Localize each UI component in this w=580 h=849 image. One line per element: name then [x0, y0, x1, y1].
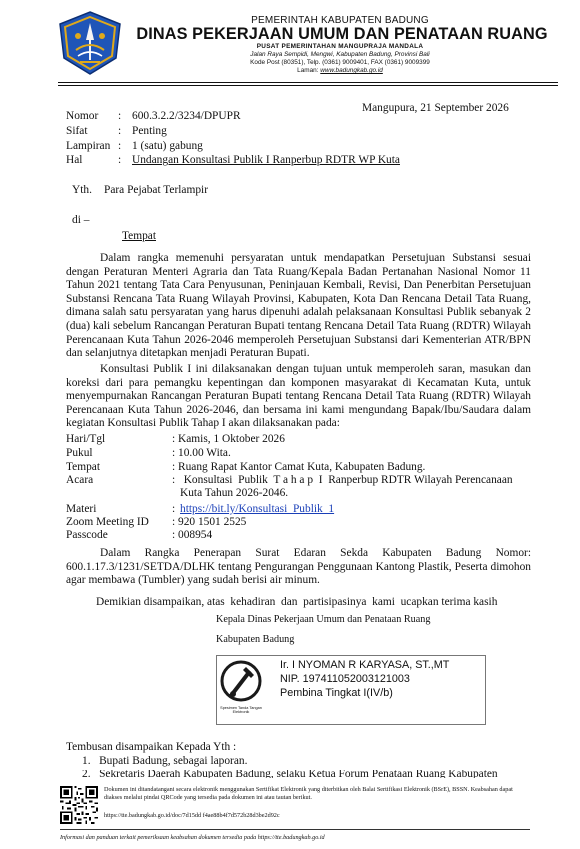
addressee-name: Para Pejabat Terlampir: [104, 184, 208, 196]
letterhead-divider-thin: [58, 85, 558, 86]
letterhead-address: Jalan Raya Sempidi, Mengwi, Kabupaten Badung, Provinsi Bali: [250, 51, 430, 58]
meta-colon: :: [118, 140, 122, 152]
meta-value-hal: Undangan Konsultasi Publik I Ranperbup RDTR WP Kuta: [132, 154, 400, 166]
signature-office: Kepala Dinas Pekerjaan Umum dan Penataan Ruang: [216, 614, 431, 625]
signatory-nip: NIP. 197411052003121003: [280, 673, 410, 685]
schedule-value-date: : Kamis, 1 Oktober 2026: [172, 433, 285, 445]
meta-label-hal: Hal: [66, 154, 83, 166]
signatory-rank: Pembina Tingkat I(IV/b): [280, 687, 393, 699]
addressee-yth: Yth.: [72, 184, 92, 196]
qr-code: [60, 786, 98, 824]
schedule-value-place: : Ruang Rapat Kantor Camat Kuta, Kabupaten Badung.: [172, 461, 426, 473]
letterhead-center: PUSAT PEMERINTAHAN MANGUPRAJA MANDALA: [256, 43, 424, 50]
letterhead-government: PEMERINTAH KABUPATEN BADUNG: [251, 15, 429, 26]
paragraph-1: Dalam rangka memenuhi persyaratan untuk mendapatkan Persetujuan Substansi sesuai dengan Peraturan Menteri Agraria dan Tata Ruang/Kepala Badan Pertanahan Nasional Nomor 11 Tahun 2021 tentang Tata Cara Penyusunan, Peninjauan Kembali, Revisi, Dan Penerbitan Persetujuan Substansi Rencana Tata Ruang Wilayah Provinsi, Kabupaten, Kota Dan Rencana Detail Tata Ruang, dimana salah satu persyaratan yang harus dipenuhi adalah pelaksanaan Konsultasi Publik sebanyak 2 (dua) kali sebelum Rancangan Peraturan Bupati tentang Rencana Detail Tata Ruang (RDTR) Wilayah Perencanaan Kuta Tahun 2026-2046 memperoleh Persetujuan Substansi dari Kementerian ATR/BPN dan selanjutnya ditetapkan menjadi Peraturan Bupati.: [66, 252, 531, 360]
paragraph-2: Konsultasi Publik I ini dilaksanakan dengan tujuan untuk memperoleh saran, masukan dan koreksi dari para pemangku kepentingan dan komponen masyarakat di Kecamatan Kuta, untuk menyempurnakan Rancangan Peraturan Bupati tentang Rencana Detail Tata Ruang (RDTR) Wilayah Perencanaan Kuta Tahun 2026-2046, dan bersama ini kami mengundang Bapak/Ibu/Saudara dalam kegiatan Konsultasi Publik Tahap I akan dilaksanakan pada:: [66, 363, 531, 430]
schedule-value-zoom: : 920 1501 2525: [172, 516, 247, 528]
schedule-label-zoom: Zoom Meeting ID: [66, 516, 149, 528]
schedule-label-date: Hari/Tgl: [66, 433, 106, 445]
addressee-place: Tempat: [122, 230, 156, 242]
schedule-value-event-cont: Kuta Tahun 2026-2046.: [180, 487, 289, 499]
material-link[interactable]: https://bit.ly/Konsultasi_Publik_1: [180, 503, 335, 515]
letterhead-divider: [58, 82, 558, 83]
letterhead-contact: Kode Post (80351), Telp. (0361) 9009401, FAX (0361) 9009399: [250, 59, 430, 66]
cc-item-1: 1. Bupati Badung, sebagai laporan.: [82, 755, 248, 767]
schedule-label-passcode: Passcode: [66, 529, 108, 541]
schedule-value-passcode: : 008954: [172, 529, 213, 541]
schedule-colon: :: [172, 503, 176, 515]
meta-value-lampiran: 1 (satu) gabung: [132, 140, 203, 152]
schedule-label-time: Pukul: [66, 447, 93, 459]
letter-date: Mangupura, 21 September 2026: [362, 102, 509, 114]
meta-colon: :: [118, 154, 122, 166]
signature-office-region: Kabupaten Badung: [216, 634, 295, 645]
signatory-name: Ir. I NYOMAN R KARYASA, ST.,MT: [280, 659, 450, 671]
website-link[interactable]: www.badungkab.go.id: [320, 67, 383, 74]
footer-esign-note: Dokumen ini ditandatangani secara elektronik menggunakan Sertifikat Elektronik yang diterbitkan oleh Balai Sertifikasi Elektronik (BSrE), BSSN. Keabsahan dapat diakses melalui pindai QRCode yang tersedia pada dokumen ini atau tautan berikut.: [104, 786, 513, 801]
schedule-label-material: Materi: [66, 503, 97, 515]
cc-item-2: 2. Sekretaris Daerah Kabupaten Badung, selaku Ketua Forum Penataan Ruang Kabupaten: [82, 770, 498, 778]
website-label: Laman:: [297, 67, 319, 74]
badung-regency-logo: [58, 10, 122, 76]
meta-colon: :: [118, 110, 122, 122]
meta-label-lampiran: Lampiran: [66, 140, 111, 152]
signature-stamp-caption: Spesimen Tanda Tangan Elektronik: [220, 706, 262, 715]
footer-divider: [60, 829, 530, 830]
addressee-di: di –: [72, 214, 90, 226]
schedule-value-event: : Konsultasi Publik T a h a p I Ranperbup RDTR Wilayah Perencanaan: [172, 474, 513, 486]
meta-value-sifat: Penting: [132, 125, 167, 137]
letterhead-agency: DINAS PEKERJAAN UMUM DAN PENATAAN RUANG: [136, 25, 548, 43]
meta-label-sifat: Sifat: [66, 125, 88, 137]
meta-colon: :: [118, 125, 122, 137]
letterhead-website: [130, 67, 550, 75]
paragraph-3: Dalam Rangka Penerapan Surat Edaran Sekda Kabupaten Badung Nomor: 600.1.17.3/1231/SETDA/DLHK tentang Pengurangan Penggunaan Kantong Plastik, Peserta dimohon agar membawa (Tumbler) yang sudah berisi air minum.: [66, 547, 531, 587]
meta-value-nomor: 600.3.2.2/3234/DPUPR: [132, 110, 241, 122]
footer-verify-link[interactable]: https://tte.badungkab.go.id/doc/7d15dd f4ae88b4f7d572b28d3be2d92c: [104, 812, 280, 819]
paragraph-closing: Demikian disampaikan, atas kehadiran dan partisipasinya kami ucapkan terima kasih: [96, 596, 498, 608]
schedule-label-place: Tempat: [66, 461, 100, 473]
cc-title: Tembusan disampaikan Kepada Yth :: [66, 741, 237, 753]
footer-info: Informasi dan panduan terkait pemeriksaan keabsahan dokumen tersedia pada https://tte.badungkab.go.id: [60, 834, 325, 841]
schedule-value-time: : 10.00 Wita.: [172, 447, 231, 459]
cc-item-2-clip: [0, 770, 580, 778]
meta-label-nomor: Nomor: [66, 110, 99, 122]
schedule-label-event: Acara: [66, 474, 94, 486]
